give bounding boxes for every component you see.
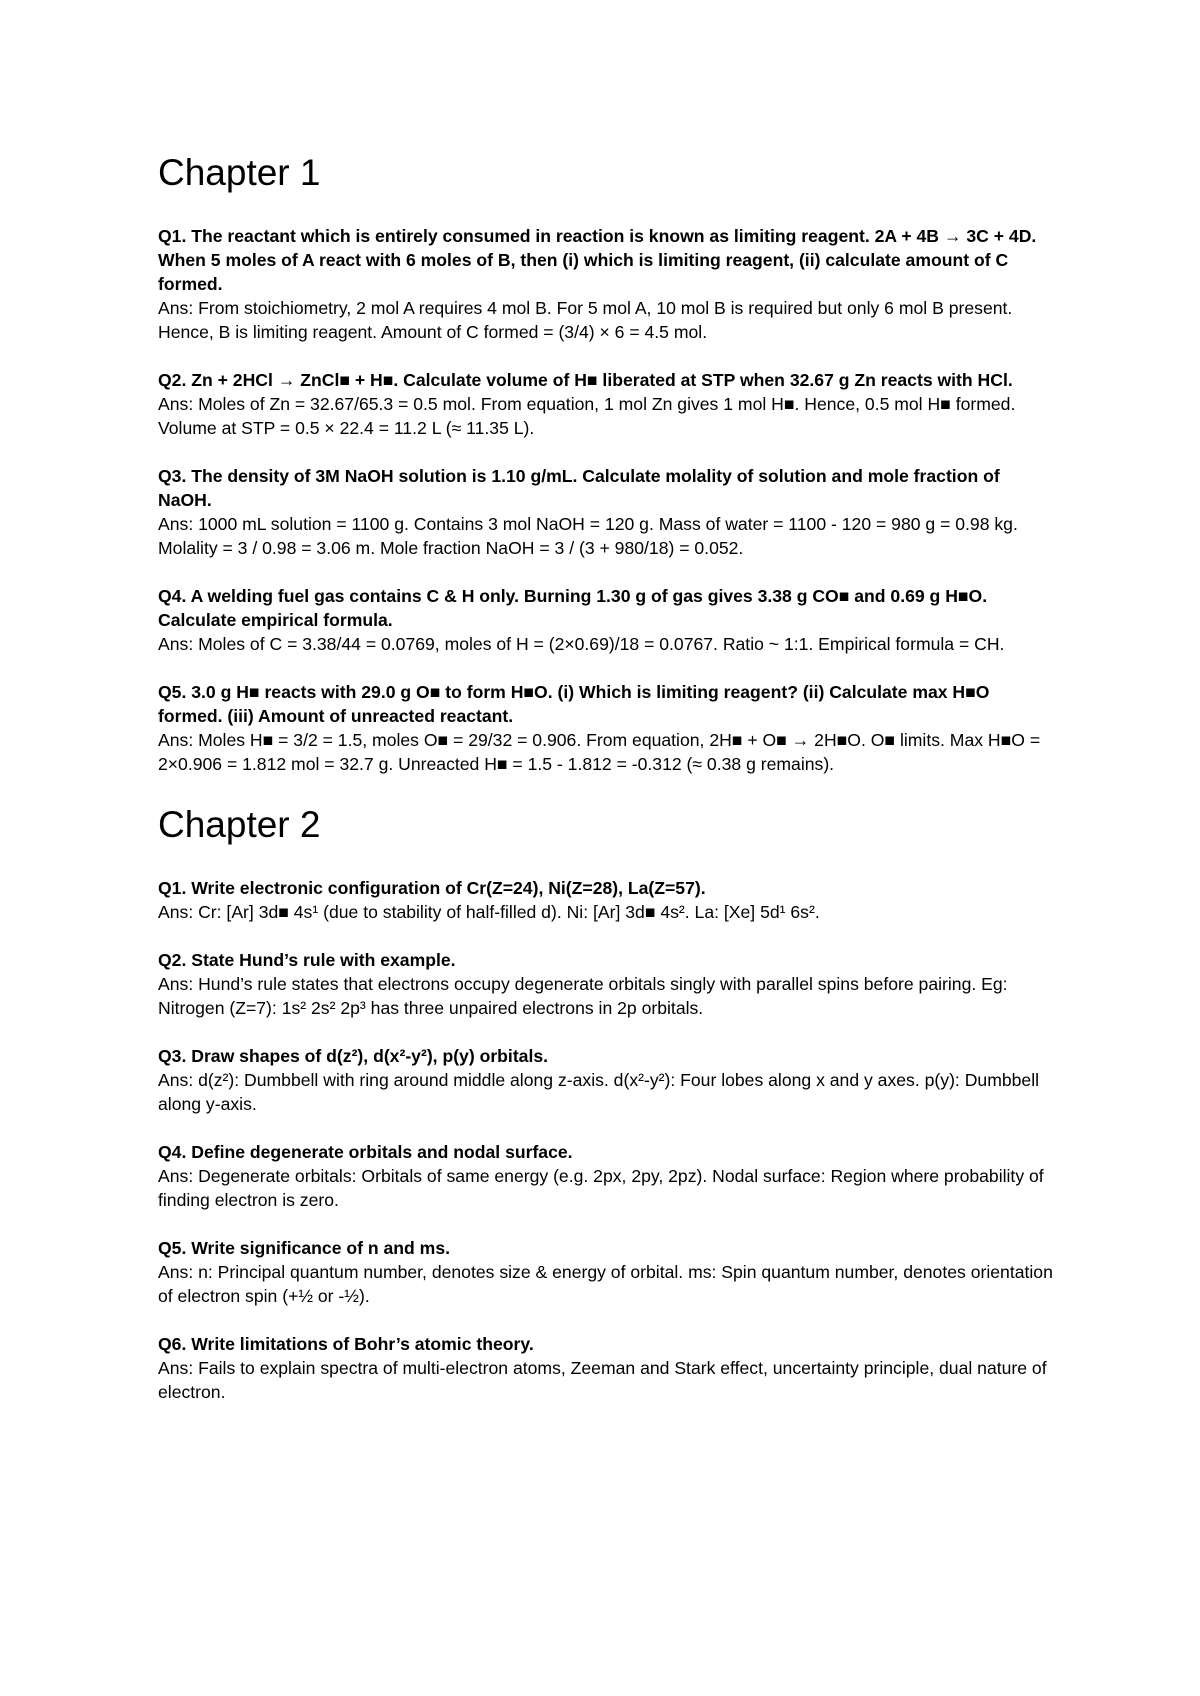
question-block (158, 368, 1058, 440)
answer-text: Ans: Moles H■ = 3/2 = 1.5, moles O■ = 29/32 = 0.906. From equation, 2H■ + O■ → 2H■O. O■ limits. Max H■O = 2×0.906 = 1.812 mol = 32.7 g. Unreacted H■ = 1.5 - 1.812 = -0.312 (≈ 0.38 g remains). (158, 730, 1041, 774)
chapter-1 (158, 150, 1058, 776)
answer-text: Ans: d(z²): Dumbbell with ring around middle along z-axis. d(x²-y²): Four lobes along x and y axes. p(y): Dumbbell along y-axis. (158, 1070, 1040, 1114)
question-text: Q3. Draw shapes of d(z²), d(x²-y²), p(y) orbitals. (158, 1046, 549, 1066)
question-text: Q1. Write electronic configuration of Cr(Z=24), Ni(Z=28), La(Z=57). (158, 878, 706, 898)
question-text: Q4. Define degenerate orbitals and nodal surface. (158, 1142, 573, 1162)
chapter-title: Chapter 2 (158, 804, 321, 845)
question-block (158, 948, 1058, 1020)
answer-text: Ans: Hund’s rule states that electrons occupy degenerate orbitals singly with parallel spins before pairing. Eg: Nitrogen (Z=7): 1s² 2s² 2p³ has three unpaired electrons in 2p orbitals. (158, 974, 1008, 1018)
question-text: Q5. 3.0 g H■ reacts with 29.0 g O■ to form H■O. (i) Which is limiting reagent? (ii) Calculate max H■O formed. (iii) Amount of unreacted reactant. (158, 682, 990, 726)
question-text: Q1. The reactant which is entirely consumed in reaction is known as limiting reagent. 2A + 4B → 3C + 4D. When 5 moles of A react with 6 moles of B, then (i) which is limiting reagent, (ii) calculate amount of C formed. (158, 226, 1037, 294)
question-block (158, 876, 1058, 924)
answer-text: Ans: Cr: [Ar] 3d■ 4s¹ (due to stability of half-filled d). Ni: [Ar] 3d■ 4s². La: [Xe] 5d¹ 6s². (158, 902, 820, 922)
question-block (158, 680, 1058, 776)
chapter-title: Chapter 1 (158, 152, 321, 193)
answer-text: Ans: From stoichiometry, 2 mol A requires 4 mol B. For 5 mol A, 10 mol B is required but only 6 mol B present. Hence, B is limiting reagent. Amount of C formed = (3/4) × 6 = 4.5 mol. (158, 298, 1013, 342)
question-text: Q2. Zn + 2HCl → ZnCl■ + H■. Calculate volume of H■ liberated at STP when 32.67 g Zn reacts with HCl. (158, 370, 1013, 390)
question-block (158, 224, 1058, 344)
question-block (158, 584, 1058, 656)
question-block (158, 1140, 1058, 1212)
answer-text: Ans: Degenerate orbitals: Orbitals of same energy (e.g. 2px, 2py, 2pz). Nodal surface: Region where probability of finding electron is zero. (158, 1166, 1044, 1210)
question-block (158, 1044, 1058, 1116)
document-page (158, 150, 1058, 1430)
question-text: Q6. Write limitations of Bohr’s atomic theory. (158, 1334, 534, 1354)
answer-text: Ans: Fails to explain spectra of multi-electron atoms, Zeeman and Stark effect, uncertainty principle, dual nature of electron. (158, 1358, 1047, 1402)
question-text: Q5. Write significance of n and ms. (158, 1238, 450, 1258)
question-text: Q2. State Hund’s rule with example. (158, 950, 456, 970)
question-block (158, 1236, 1058, 1308)
chapter-2 (158, 802, 1058, 1404)
question-text: Q3. The density of 3M NaOH solution is 1.10 g/mL. Calculate molality of solution and mole fraction of NaOH. (158, 466, 1000, 510)
question-block (158, 1332, 1058, 1404)
answer-text: Ans: n: Principal quantum number, denotes size & energy of orbital. ms: Spin quantum number, denotes orientation of electron spin (+½ or -½). (158, 1262, 1053, 1306)
answer-text: Ans: Moles of Zn = 32.67/65.3 = 0.5 mol. From equation, 1 mol Zn gives 1 mol H■. Hence, 0.5 mol H■ formed. Volume at STP = 0.5 × 22.4 = 11.2 L (≈ 11.35 L). (158, 394, 1016, 438)
answer-text: Ans: 1000 mL solution = 1100 g. Contains 3 mol NaOH = 120 g. Mass of water = 1100 - 120 = 980 g = 0.98 kg. Molality = 3 / 0.98 = 3.06 m. Mole fraction NaOH = 3 / (3 + 980/18) = 0.052. (158, 514, 1018, 558)
answer-text: Ans: Moles of C = 3.38/44 = 0.0769, moles of H = (2×0.69)/18 = 0.0767. Ratio ~ 1:1. Empirical formula = CH. (158, 634, 1005, 654)
question-block (158, 464, 1058, 560)
question-text: Q4. A welding fuel gas contains C & H only. Burning 1.30 g of gas gives 3.38 g CO■ and 0.69 g H■O. Calculate empirical formula. (158, 586, 988, 630)
